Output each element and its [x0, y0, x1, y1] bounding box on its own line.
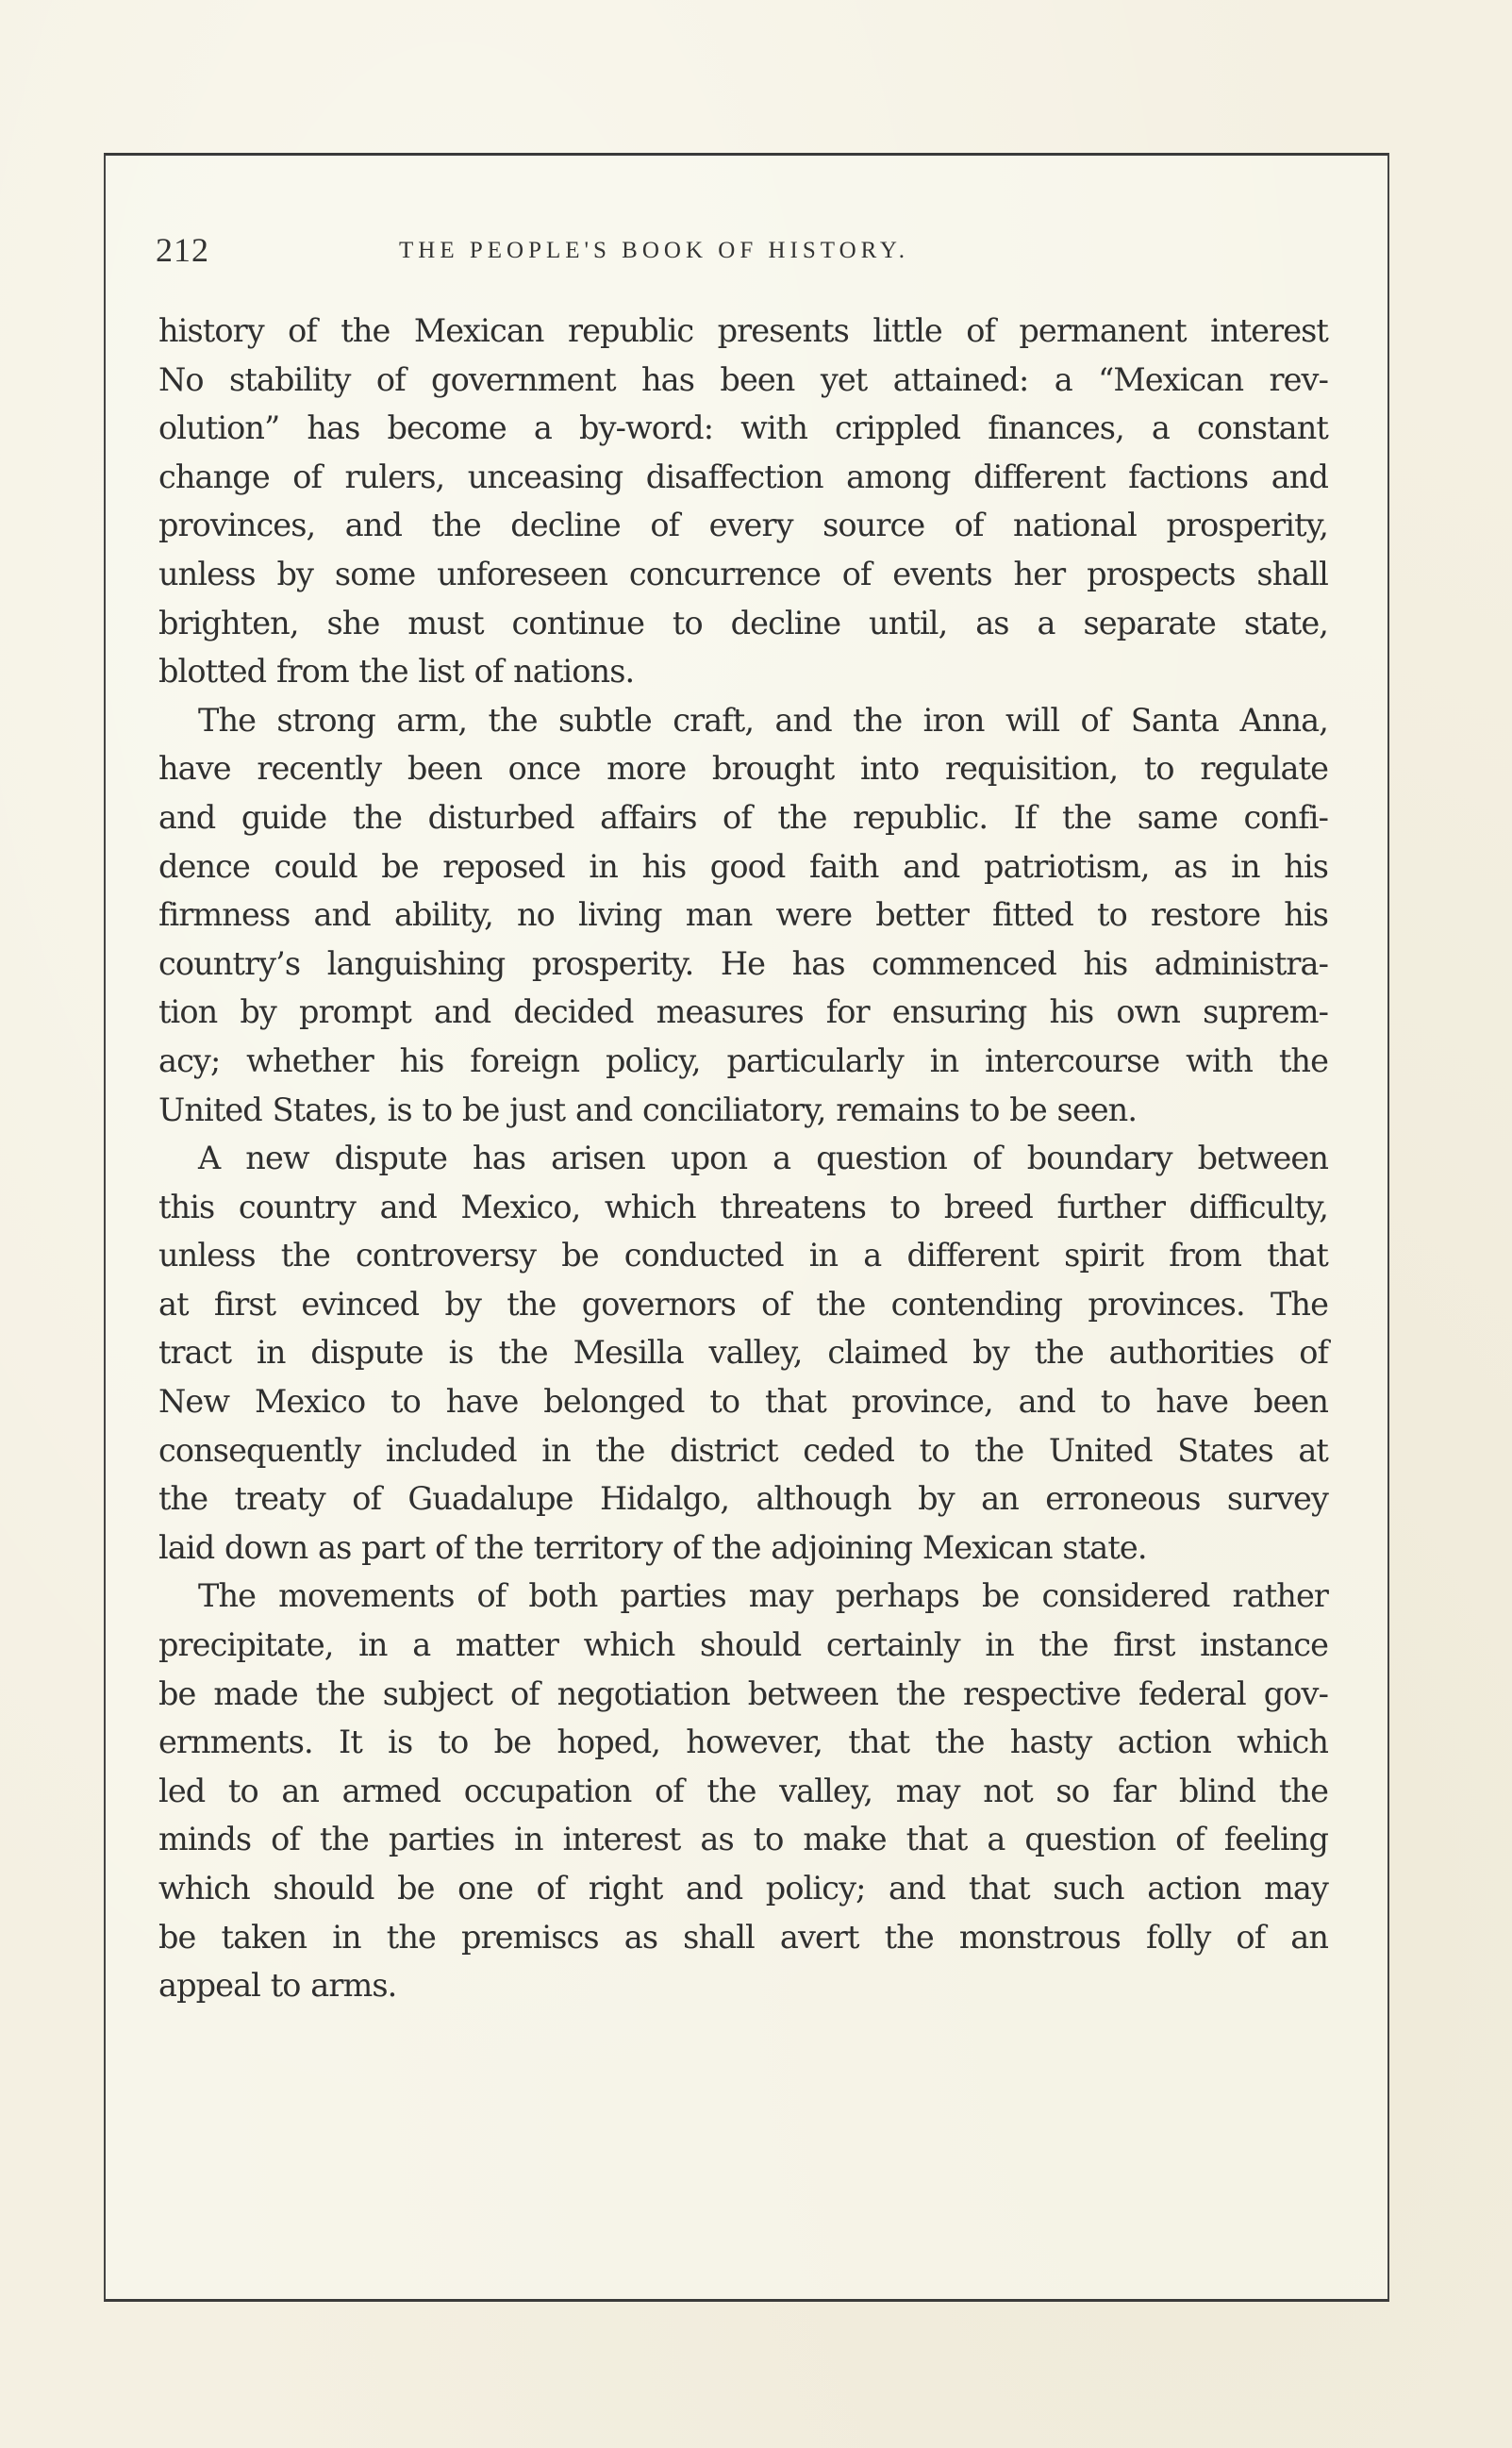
text-line: blotted from the list of nations.: [158, 653, 635, 691]
running-header: [156, 230, 1372, 277]
text-line: A new dispute has arisen upon a question of boundary between: [198, 1140, 1328, 1177]
paragraph-4: [158, 1572, 1328, 2009]
text-line: precipitate, in a matter which should certainly in the first instance: [158, 1626, 1328, 1664]
text-line: appeal to arms.: [158, 1967, 397, 2005]
text-line: country’s languishing prosperity. He has commenced his administra-: [158, 944, 1328, 982]
text-line: ernments. It is to be hoped, however, that the hasty action which: [158, 1724, 1328, 1761]
text-line: The strong arm, the subtle craft, and the iron will of Santa Anna,: [198, 701, 1328, 739]
text-line: be taken in the premiscs as shall avert the monstrous folly of an: [158, 1918, 1328, 1956]
text-line: No stability of government has been yet attained: a “Mexican rev-: [158, 360, 1328, 398]
text-line: The movements of both parties may perhaps be considered rather: [198, 1577, 1328, 1615]
text-line: tract in dispute is the Mesilla valley, claimed by the authorities of: [158, 1334, 1328, 1372]
text-line: laid down as part of the territory of the adjoining Mexican state.: [158, 1528, 1147, 1566]
text-line: New Mexico to have belonged to that province, and to have been: [158, 1383, 1328, 1421]
text-line: unless the controversy be conducted in a different spirit from that: [158, 1237, 1328, 1274]
text-line: firmness and ability, no living man were better fitted to restore his: [158, 896, 1328, 934]
text-line: the treaty of Guadalupe Hidalgo, although by an erroneous survey: [158, 1480, 1328, 1518]
text-line: and guide the disturbed affairs of the republic. If the same confi-: [158, 798, 1328, 836]
text-line: at first evinced by the governors of the contending provinces. The: [158, 1285, 1328, 1323]
paragraph-1: [158, 307, 1328, 696]
text-line: brighten, she must continue to decline until, as a separate state,: [158, 604, 1328, 641]
text-line: dence could be reposed in his good faith and patriotism, as in his: [158, 847, 1328, 885]
paragraph-3: [158, 1134, 1328, 1572]
running-title: THE PEOPLE'S BOOK OF HISTORY.: [399, 238, 910, 263]
text-line: olution” has become a by-word: with crippled finances, a constant: [158, 409, 1328, 447]
text-line: which should be one of right and policy; and that such action may: [158, 1870, 1328, 1907]
page-number: 212: [156, 231, 209, 269]
text-line: history of the Mexican republic presents little of permanent interest: [158, 312, 1328, 349]
text-line: acy; whether his foreign policy, particularly in intercourse with the: [158, 1041, 1328, 1079]
text-line: minds of the parties in interest as to make that a question of feeling: [158, 1821, 1328, 1858]
text-line: unless by some unforeseen concurrence of events her prospects shall: [158, 555, 1328, 592]
text-line: be made the subject of negotiation between the respective federal gov-: [158, 1674, 1328, 1712]
text-line: have recently been once more brought into requisition, to regulate: [158, 750, 1328, 788]
text-line: provinces, and the decline of every source of national prosperity,: [158, 507, 1328, 544]
text-line: consequently included in the district ceded to the United States at: [158, 1431, 1328, 1469]
text-line: change of rulers, unceasing disaffection among different factions and: [158, 458, 1328, 495]
text-line: this country and Mexico, which threatens to breed further difficulty,: [158, 1188, 1328, 1225]
text-line: United States, is to be just and conciliatory, remains to be seen.: [158, 1091, 1138, 1128]
body-text: [158, 307, 1328, 2010]
text-line: led to an armed occupation of the valley, may not so far blind the: [158, 1772, 1328, 1809]
text-line: tion by prompt and decided measures for ensuring his own suprem-: [158, 993, 1328, 1031]
paragraph-2: [158, 696, 1328, 1134]
